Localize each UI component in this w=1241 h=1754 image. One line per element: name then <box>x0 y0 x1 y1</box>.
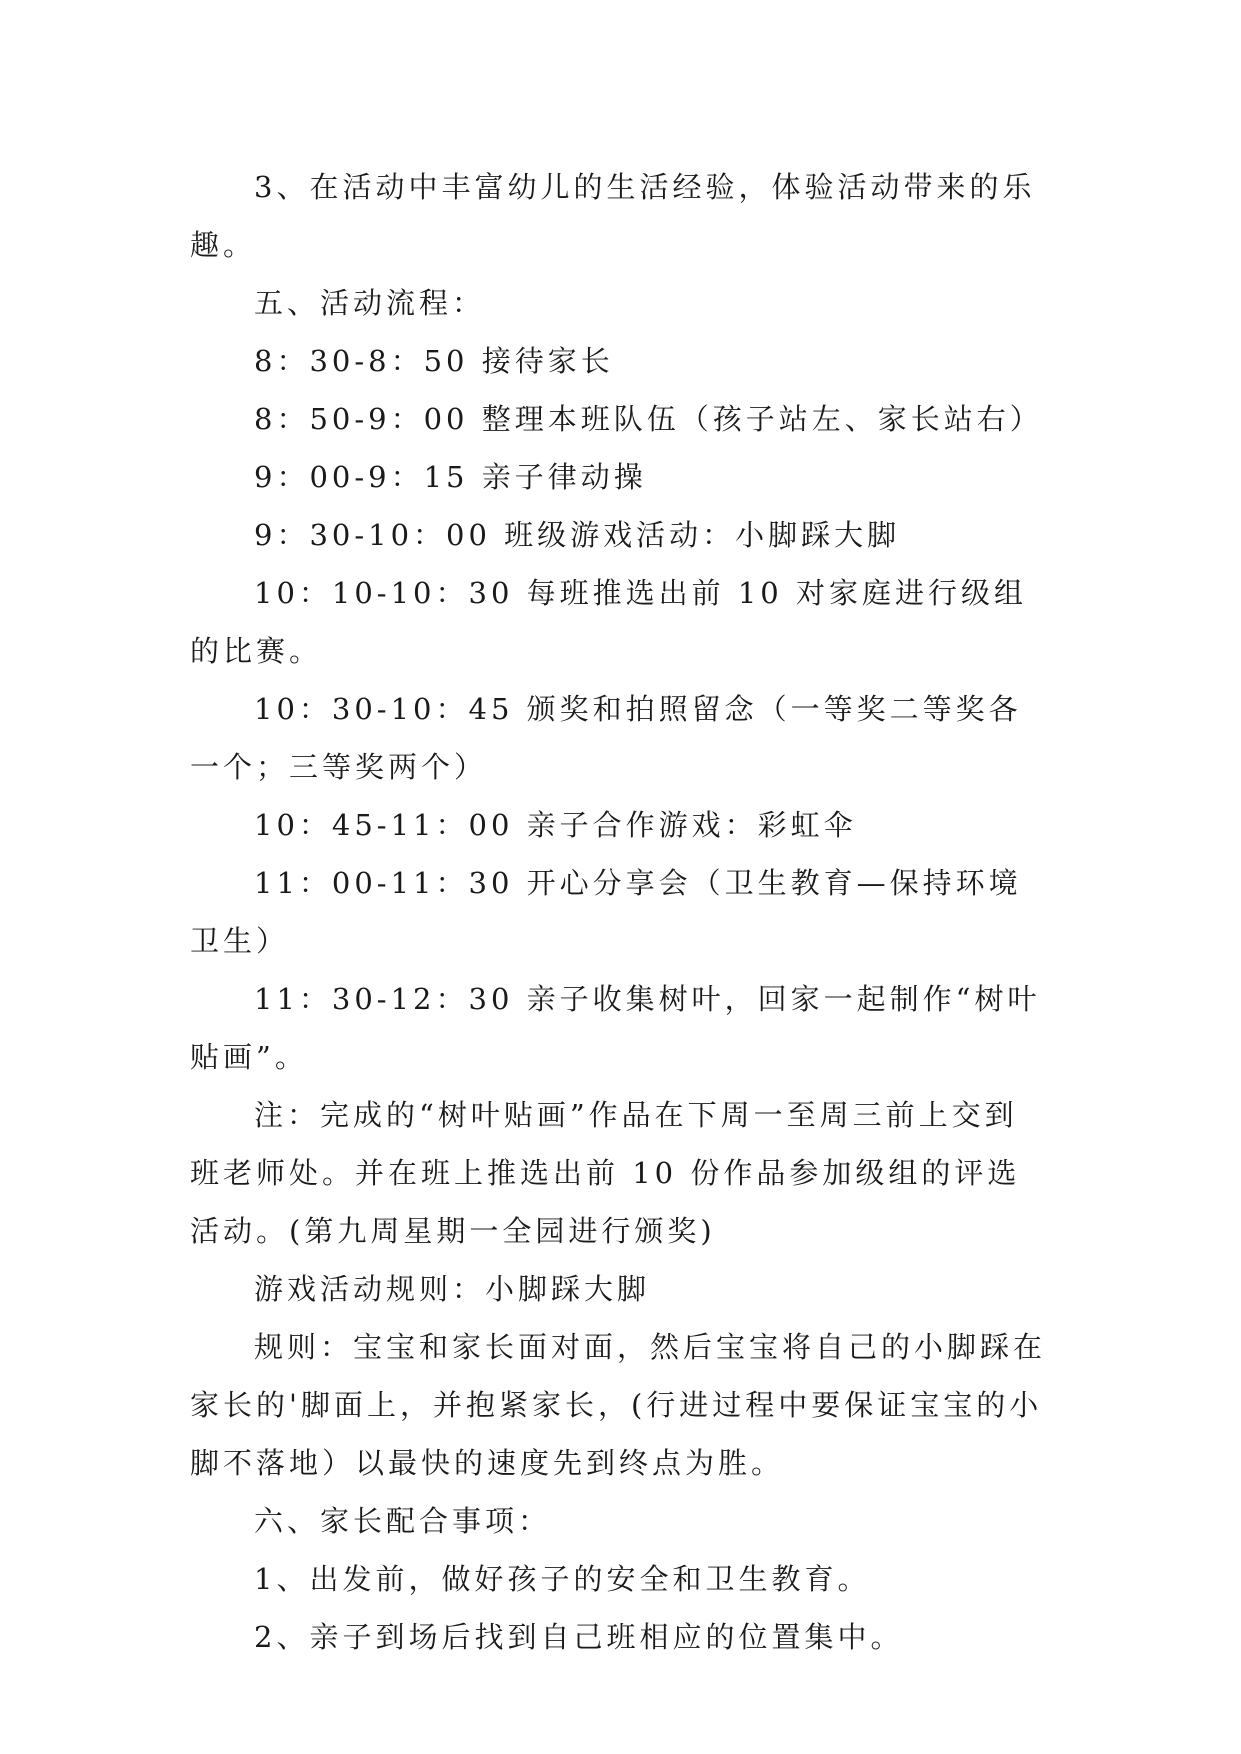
game-rules-paragraph: 规则：宝宝和家长面对面，然后宝宝将自己的小脚踩在家长的'脚面上，并抱紧家长，(行进过程中要保证宝宝的小脚不落地）以最快的速度先到终点为胜。 <box>190 1330 1047 1480</box>
cooperation-item: 1、出发前，做好孩子的安全和卫生教育。 <box>254 1562 871 1596</box>
paragraph-goal-3: 3、在活动中丰富幼儿的生活经验，体验活动带来的乐趣。 <box>190 170 1036 262</box>
game-rules-heading: 游戏活动规则：小脚踩大脚 <box>254 1272 651 1306</box>
schedule-item: 11：00-11：30 开心分享会（卫生教育—保持环境卫生） <box>190 866 1022 958</box>
schedule-item: 9：30-10：00 班级游戏活动：小脚踩大脚 <box>254 518 901 552</box>
schedule-item: 10：30-10：45 颁奖和拍照留念（一等奖二等奖各一个；三等奖两个） <box>190 692 1022 784</box>
schedule-item: 8：50-9：00 整理本班队伍（孩子站左、家长站右） <box>254 402 1043 436</box>
schedule-item: 8：30-8：50 接待家长 <box>254 344 614 378</box>
heading-activity-flow: 五、活动流程： <box>254 286 486 320</box>
schedule-item: 9：00-9：15 亲子律动操 <box>254 460 647 494</box>
schedule-item: 11：30-12：30 亲子收集树叶，回家一起制作“树叶贴画”。 <box>190 982 1041 1074</box>
cooperation-item: 2、亲子到场后找到自己班相应的位置集中。 <box>254 1620 904 1654</box>
heading-parent-cooperation: 六、家长配合事项： <box>254 1504 552 1538</box>
document-body <box>190 158 1050 1666</box>
note-paragraph: 注：完成的“树叶贴画”作品在下周一至周三前上交到班老师处。并在班上推选出前 10 份作品参加级组的评选活动。(第九周星期一全园进行颁奖) <box>190 1098 1021 1248</box>
schedule-item: 10：45-11：00 亲子合作游戏：彩虹伞 <box>254 808 857 842</box>
schedule-item: 10：10-10：30 每班推选出前 10 对家庭进行级组的比赛。 <box>190 576 1027 668</box>
